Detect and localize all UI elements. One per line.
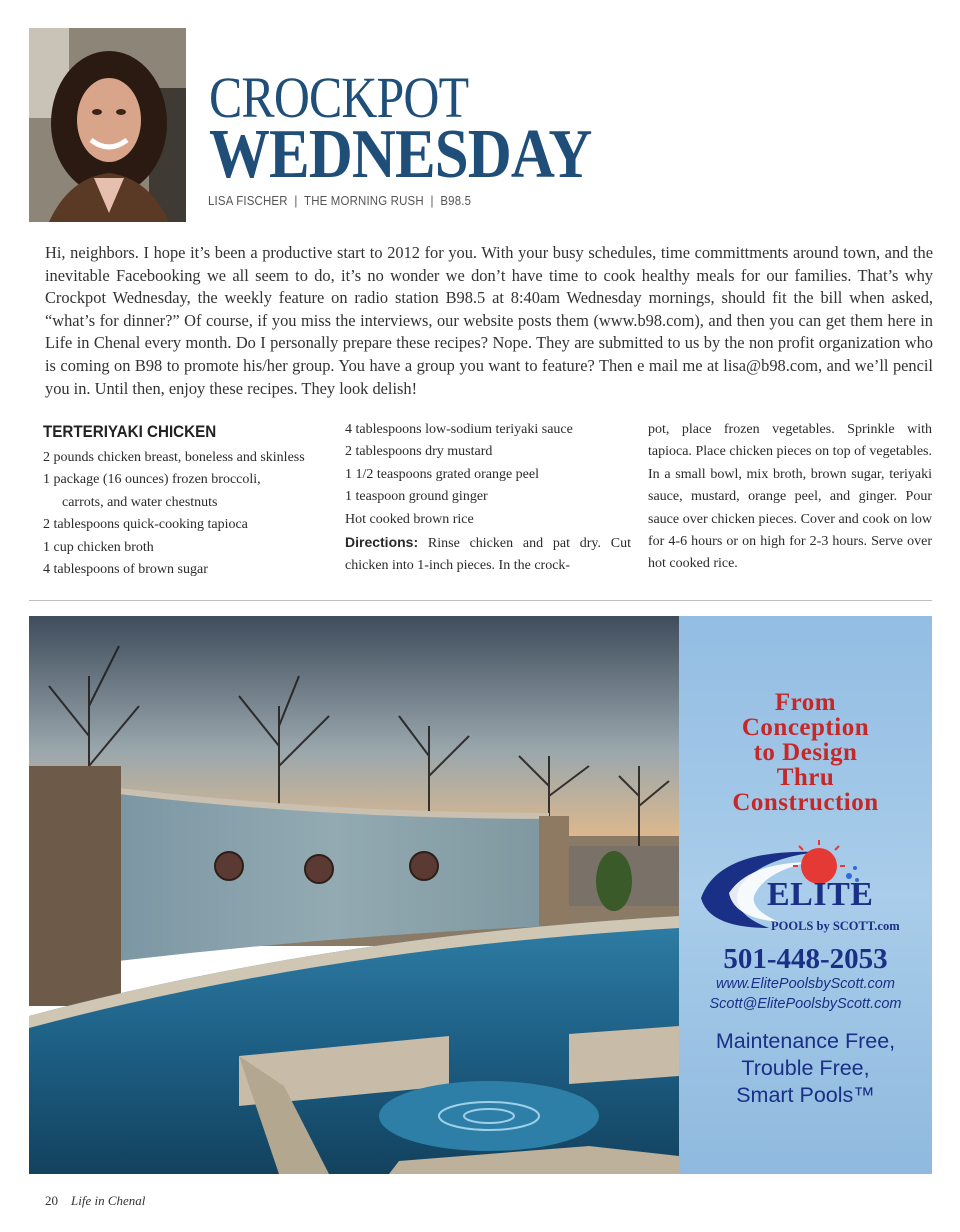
ingredient-item: 1 teaspoon ground ginger: [345, 489, 488, 505]
tagline-line: Maintenance Free,: [715, 1029, 896, 1053]
ad-slogan: [679, 690, 932, 815]
tagline-line: Smart Pools™: [736, 1083, 875, 1107]
ingredient-item: carrots, and water chestnuts: [62, 494, 218, 510]
recipe-column-1: [43, 419, 323, 581]
directions-text-start: Rinse chicken and pat dry. Cut chicken into 1-inch pieces. In the crock-: [345, 536, 632, 574]
slogan-line: Thru: [776, 764, 835, 791]
pool-photo: [29, 616, 679, 1174]
slogan-line: Conception: [741, 714, 870, 741]
ingredient-item: Hot cooked brown rice: [345, 511, 474, 527]
ingredient-item: 1 cup chicken broth: [43, 539, 154, 555]
portrait-illustration: [29, 28, 186, 222]
brand-subtitle: POOLS by SCOTT.com: [771, 919, 900, 933]
phone-number: 501-448-2053: [723, 943, 888, 975]
email-link[interactable]: Scott@ElitePoolsbyScott.com: [709, 996, 902, 1012]
ingredient-item: 1 1/2 teaspoons grated orange peel: [345, 466, 539, 482]
recipe-column-3: [648, 419, 932, 576]
pool-advertisement: [29, 616, 932, 1174]
brand-name: ELITE: [767, 876, 874, 913]
ingredient-item: 4 tablespoons low-sodium teriyaki sauce: [345, 422, 573, 437]
publication-name: Life in Chenal: [71, 1193, 146, 1208]
section-divider: [29, 600, 932, 601]
intro-paragraph: Hi, neighbors. I hope it’s been a productive start to 2012 for you. With your busy schedules, time committments around town, and the inevitable Facebooking we all seem to do, it’s no wonder we don’t have time to cook healthy meals for our families. That’s why Crockpot Wednesday, the weekly feature on radio station B98.5 at 8:40am Wednesday mornings, should fit the bill when asked, “what’s for dinner?” Of course, if you miss the interviews, our website posts them (www.b98.com), and then you can get them here in Life in Chenal every month. Do I personally prepare these recipes? Nope. They are submitted to us by the non profit organization who is coming on B98 to promote his/her group. You have a group you want to feature? Then e mail me at lisa@b98.com, and we’ll pencil you in. Until then, enjoy these recipes. They look delish!: [45, 243, 933, 398]
slogan-line: to Design: [753, 739, 858, 766]
recipe-column-2: [345, 419, 631, 578]
ingredient-item: 2 tablespoons dry mustard: [345, 444, 493, 460]
ingredient-item: 4 tablespoons of brown sugar: [43, 562, 208, 578]
slogan-line: From: [774, 689, 837, 716]
directions-start: [345, 531, 631, 578]
title-line-1: CROCKPOT: [209, 65, 469, 130]
title-line-2: WEDNESDAY: [209, 116, 592, 193]
tagline-line: Trouble Free,: [741, 1056, 870, 1080]
slogan-line: Construction: [732, 789, 879, 816]
author-photo: [29, 28, 186, 222]
ingredient-item: 1 package (16 ounces) frozen broccoli,: [43, 472, 261, 488]
ad-info-panel: [679, 616, 932, 1174]
website-link[interactable]: www.ElitePoolsbyScott.com: [716, 976, 895, 992]
recipe-title: TERTERIYAKI CHICKEN: [43, 423, 217, 441]
ingredient-item: 2 tablespoons quick-cooking tapioca: [43, 517, 248, 533]
page-number: 20: [45, 1193, 58, 1208]
directions-text-end: pot, place frozen vegetables. Sprinkle with tapioca. Place chicken pieces on top of vegetables. In a small bowl, mix broth, brown sugar, teriyaki sauce, mustard, orange peel, and ginger. Pour sauce over chicken pieces. Cover and cook on low for 4-6 hours or on high for 2-3 hours. Serve over hot cooked rice.: [648, 422, 932, 572]
ingredient-item: 2 pounds chicken breast, boneless and skinless: [43, 450, 305, 465]
byline: LISA FISCHER | THE MORNING RUSH | B98.5: [208, 193, 472, 208]
ad-tagline: [679, 1028, 932, 1109]
directions-label: Directions:: [345, 534, 419, 551]
